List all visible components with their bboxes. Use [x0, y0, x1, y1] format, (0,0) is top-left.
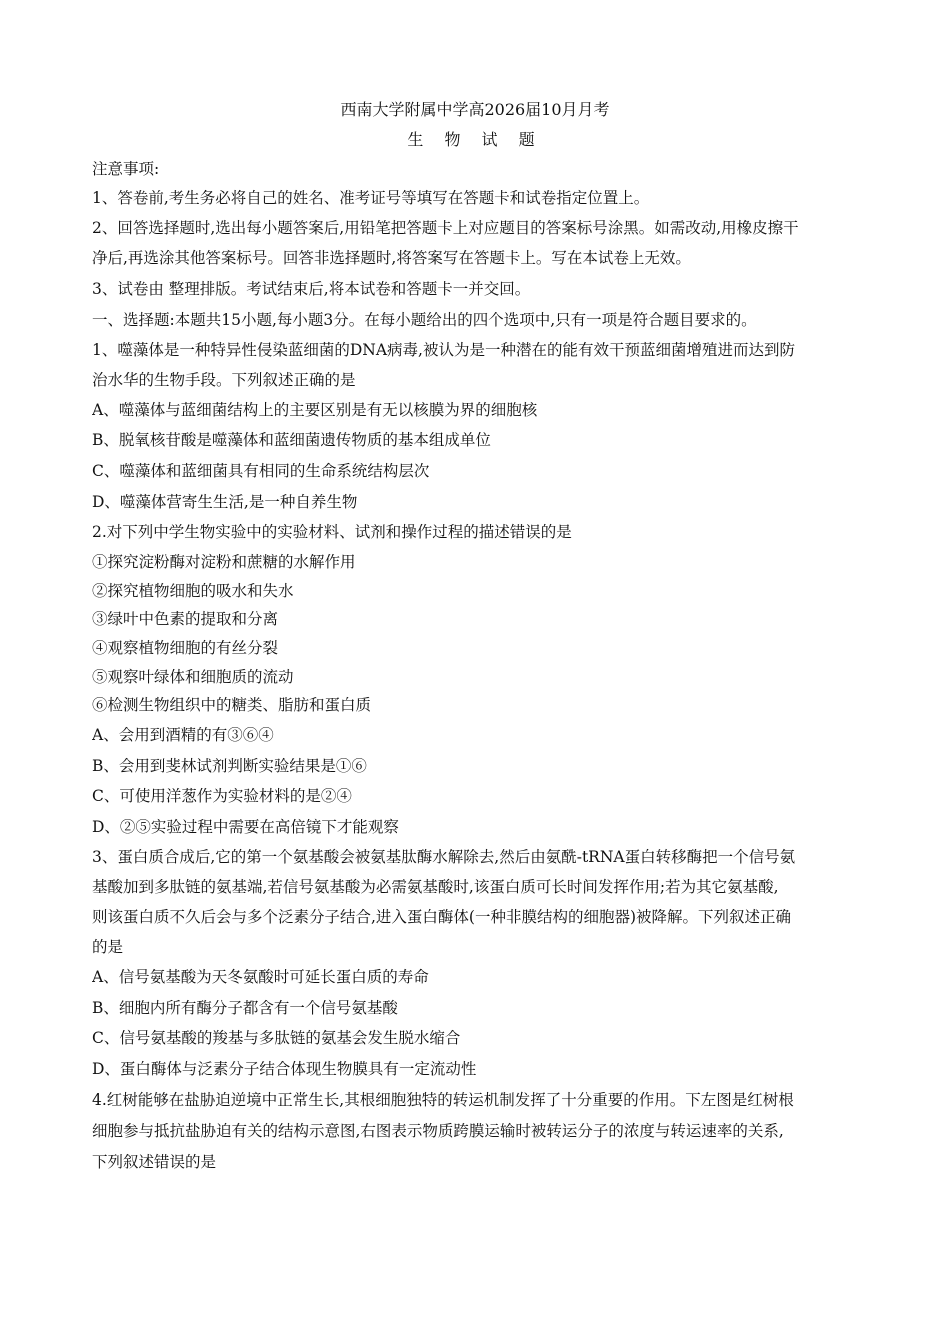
q1-option-d: D、噬藻体营寄生生活,是一种自养生物 — [92, 493, 358, 511]
q3-option-a: A、信号氨基酸为天冬氨酸时可延长蛋白质的寿命 — [92, 968, 429, 986]
q2-item: ⑥检测生物组织中的糖类、脂肪和蛋白质 — [92, 696, 372, 714]
q2-option-b: B、会用到斐林试剂判断实验结果是①⑥ — [92, 757, 367, 775]
q2-item: ③绿叶中色素的提取和分离 — [92, 610, 279, 628]
q1-option-a: A、噬藻体与蓝细菌结构上的主要区别是有无以核膜为界的细胞核 — [92, 401, 538, 419]
note-2-line-2: 净后,再选涂其他答案标号。回答非选择题时,将答案写在答题卡上。写在本试卷上无效。 — [92, 249, 691, 267]
q2-option-c: C、可使用洋葱作为实验材料的是②④ — [92, 787, 352, 805]
q1-option-b: B、脱氧核苷酸是噬藻体和蓝细菌遗传物质的基本组成单位 — [92, 431, 491, 449]
q2-item: ①探究淀粉酶对淀粉和蔗糖的水解作用 — [92, 553, 356, 571]
section-heading: 一、选择题:本题共15小题,每小题3分。在每小题给出的四个选项中,只有一项是符合题目要求的。 — [92, 311, 757, 329]
q3-option-b: B、细胞内所有酶分子都含有一个信号氨基酸 — [92, 999, 398, 1017]
q1-option-c: C、噬藻体和蓝细菌具有相同的生命系统结构层次 — [92, 462, 430, 480]
q2-stem: 2.对下列中学生物实验中的实验材料、试剂和操作过程的描述错误的是 — [92, 523, 572, 541]
subject-title: 生 物 试 题 — [407, 130, 543, 149]
q2-item: ②探究植物细胞的吸水和失水 — [92, 582, 294, 600]
q2-option-d: D、②⑤实验过程中需要在高倍镜下才能观察 — [92, 818, 399, 836]
q3-stem-line-4: 的是 — [92, 938, 124, 956]
q3-stem-line-2: 基酸加到多肽链的氨基端,若信号氨基酸为必需氨基酸时,该蛋白质可长时间发挥作用;若为其它氨基酸, — [92, 878, 779, 896]
q3-stem-line-3: 则该蛋白质不久后会与多个泛素分子结合,进入蛋白酶体(一种非膜结构的细胞器)被降解。下列叙述正确 — [92, 908, 792, 926]
q2-option-a: A、会用到酒精的有③⑥④ — [92, 726, 274, 744]
q4-stem-line-1: 4.红树能够在盐胁迫逆境中正常生长,其根细胞独特的转运机制发挥了十分重要的作用。下左图是红树根 — [92, 1091, 794, 1109]
q3-stem-line-1: 3、蛋白质合成后,它的第一个氨基酸会被氨基肽酶水解除去,然后由氨酰-tRNA蛋白转移酶把一个信号氨 — [92, 848, 796, 866]
q4-stem-line-3: 下列叙述错误的是 — [92, 1153, 217, 1171]
q4-stem-line-2: 细胞参与抵抗盐胁迫有关的结构示意图,右图表示物质跨膜运输时被转运分子的浓度与转运速率的关系, — [92, 1122, 784, 1140]
q2-item: ④观察植物细胞的有丝分裂 — [92, 639, 279, 657]
q2-item: ⑤观察叶绿体和细胞质的流动 — [92, 668, 294, 686]
notes-heading: 注意事项: — [92, 160, 160, 178]
q1-stem-line-2: 治水华的生物手段。下列叙述正确的是 — [92, 371, 356, 389]
note-2-line-1: 2、回答选择题时,选出每小题答案后,用铅笔把答题卡上对应题目的答案标号涂黑。如需改动,用橡皮擦干 — [92, 219, 799, 237]
q3-option-c: C、信号氨基酸的羧基与多肽链的氨基会发生脱水缩合 — [92, 1029, 461, 1047]
exam-title: 西南大学附属中学高2026届10月月考 — [340, 100, 610, 119]
note-1: 1、答卷前,考生务必将自己的姓名、准考证号等填写在答题卡和试卷指定位置上。 — [92, 189, 650, 207]
q1-stem-line-1: 1、噬藻体是一种特异性侵染蓝细菌的DNA病毒,被认为是一种潜在的能有效干预蓝细菌增殖进而达到防 — [92, 341, 795, 359]
note-3: 3、试卷由 整理排版。考试结束后,将本试卷和答题卡一并交回。 — [92, 280, 531, 298]
q3-option-d: D、蛋白酶体与泛素分子结合体现生物膜具有一定流动性 — [92, 1060, 477, 1078]
